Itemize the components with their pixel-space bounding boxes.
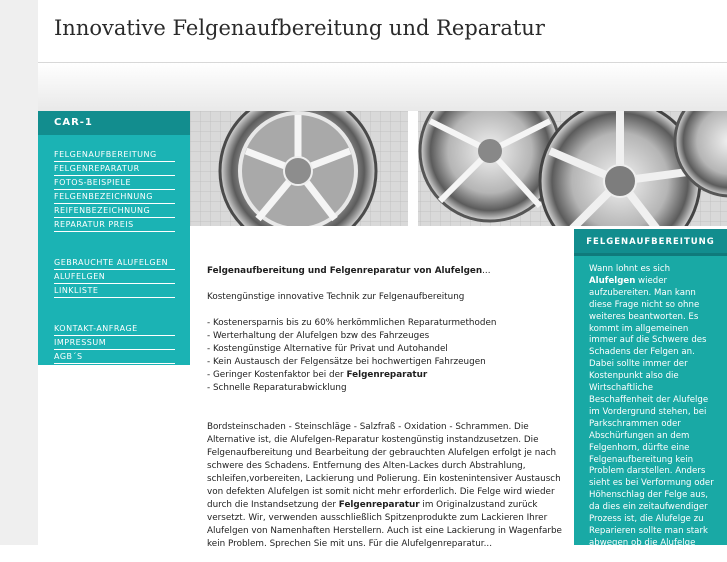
info-box (574, 229, 727, 560)
info-box-text (589, 264, 717, 562)
bullet-text: - Geringer Kostenfaktor bei der (207, 370, 347, 380)
header-band (38, 63, 727, 111)
nav-group-main (54, 148, 175, 232)
alloy-wheels-image (190, 111, 727, 226)
bullet-item: - Schnelle Reparaturabwicklung (207, 383, 347, 393)
sidebar (38, 111, 190, 365)
main-content (207, 265, 563, 551)
main-paragraph (207, 421, 563, 551)
info-text-rest: wieder aufzubereiten. Man kann diese Frage nicht so ohne weiteres beantworten. Es kommt im allgemeinen immer auf die Schwere des Schadens der Felgen an. Dabei sollte immer der Kostenpunkt also die Wirtschaftliche Beschaffenheit der Alufelge im Vordergrund stehen, bei Parkschrammen oder Abschürfungen an dem Felgenhorn, dürfte eine Felgenaufbereitung kein Problem darstellen. Anders sieht es bei Verformung oder Höhenschlag der Felge aus, da dies ein zeitaufwendiger Prozess ist, die Alufelge zu Reparieren sollte man stark abwegen ob die Alufelge noch (589, 275, 714, 560)
bullet-keyword: Felgenreparatur (346, 370, 428, 380)
site-title: Innovative Felgenaufbereitung und Reparatur (54, 16, 545, 40)
bullet-item: - Werterhaltung der Alufelgen bzw des Fahrzeuges (207, 331, 430, 341)
nav-link-kontakt-anfrage[interactable]: KONTAKT-ANFRAGE (54, 322, 175, 336)
nav-link-gebrauchte-alufelgen[interactable]: GEBRAUCHTE ALUFELGEN (54, 256, 175, 270)
nav-link-linkliste[interactable]: LINKLISTE (54, 284, 175, 298)
nav-link-agb[interactable]: AGB´S (54, 350, 175, 364)
info-box-heading: FELGENAUFBEREITUNG (574, 229, 727, 256)
main-title: Felgenaufbereitung und Felgenreparatur von Alufelgen (207, 266, 483, 276)
paragraph-text-end: im Originalzustand zurück versetzt. Wir, verwenden ausschließlich Spitzenprodukte zum Lackieren Ihrer Alufelgen von Namenhaften Herstellern. Auch ist eine Lackierung in Wagenfarbe kein Problem. Sprechen Sie mit uns. Für die Alufelgenreparatur... (207, 500, 562, 549)
main-intro: Kostengünstige innovative Technik zur Felgenaufbereitung (207, 292, 465, 302)
bullet-item-kostenfaktor (207, 369, 563, 382)
nav-link-felgenreparatur[interactable]: FELGENREPARATUR (54, 162, 175, 176)
page-header (38, 0, 727, 63)
main-title-line (207, 265, 563, 278)
left-margin (0, 0, 38, 545)
bullet-item: - Kostengünstige Alternative für Privat und Autohandel (207, 344, 448, 354)
sidebar-brand: CAR-1 (38, 111, 190, 135)
nav-link-reifenbezeichnung[interactable]: REIFENBEZEICHNUNG (54, 204, 175, 218)
info-text-start: Wann lohnt es sich (589, 264, 671, 274)
hero-image-wheels (190, 111, 727, 226)
paragraph-keyword: Felgenreparatur (338, 500, 420, 510)
nav-link-reparatur-preis[interactable]: REPARATUR PREIS (54, 218, 175, 232)
nav-group-legal (54, 322, 175, 364)
nav-link-felgenbezeichnung[interactable]: FELGENBEZEICHNUNG (54, 190, 175, 204)
info-text-keyword: Alufelgen (589, 275, 636, 286)
bullet-item: - Kein Austausch der Felgensätze bei hochwertigen Fahrzeugen (207, 357, 486, 367)
nav-link-impressum[interactable]: IMPRESSUM (54, 336, 175, 350)
nav-link-felgenaufbereitung[interactable]: FELGENAUFBEREITUNG (54, 148, 175, 162)
nav-link-fotos-beispiele[interactable]: FOTOS-BEISPIELE (54, 176, 175, 190)
bullet-item: - Kostenersparnis bis zu 60% herkömmlichen Reparaturmethoden (207, 318, 497, 328)
nav-group-secondary (54, 256, 175, 298)
nav-link-alufelgen[interactable]: ALUFELGEN (54, 270, 175, 284)
paragraph-text: Bordsteinschaden - Steinschläge - Salzfraß - Oxidation - Schrammen. Die Alternative ist, die Alufelgen-Reparatur kostengünstig instandzusetzen. Die Felgenaufbereitung und Bearbeitung der gebrauchten Alufelgen erfolgt je nach schwere des Schadens. Entfernung des Alten-Lackes durch Abstrahlung, schleifen,vorbereiten, Lackierung und Polierung. Ein kostenintensiver Austausch von defekten Alufelgen ist somit nicht mehr erforderlich. Die Felge wird wieder durch die Instandsetzung der (207, 422, 561, 510)
main-title-ellipsis: ... (482, 266, 491, 276)
